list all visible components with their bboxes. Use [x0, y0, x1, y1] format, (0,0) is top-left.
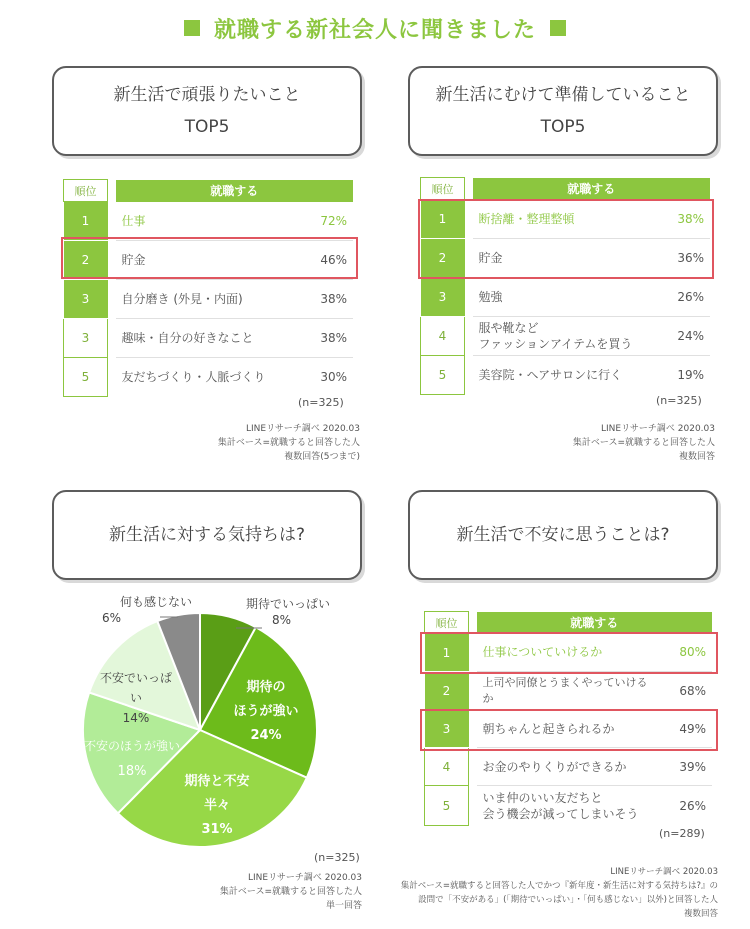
row-item: 断捨離・整理整頓: [473, 200, 651, 239]
q1-title: 新生活で頑張りたいこと: [113, 85, 301, 105]
row-item: 上司や同僚とうまくやっていけるか: [477, 672, 653, 710]
pie-label-anxiety-stronger: [84, 733, 180, 785]
row-item-line: ファッションアイテムを買う: [478, 337, 633, 351]
rank-number: 5: [425, 786, 469, 826]
row-item-line: いま仲のいい友だちと: [482, 790, 603, 805]
q2-group-header: 就職する: [473, 178, 711, 200]
rank-number: 2: [421, 239, 465, 278]
rank-number: 3: [64, 280, 108, 319]
q1-rank-header: 順位: [64, 180, 108, 202]
slice-value: 6%: [102, 611, 122, 625]
row-item: 友だちづくり・人脈づくり: [121, 370, 266, 385]
rank-number: 2: [64, 241, 108, 280]
q1-sample-size: (n=325): [298, 396, 344, 409]
q4-title: 新生活で不安に思うことは?: [456, 525, 670, 545]
row-pct: 46%: [293, 241, 353, 280]
note-line: LINEリサーチ調べ 2020.03: [246, 424, 360, 434]
slice-label: 期待と不安: [184, 774, 250, 789]
row-item: 美容院・ヘアサロンに行く: [478, 368, 623, 383]
note-line: 集計ベース=就職すると回答した人: [217, 438, 360, 448]
row-item: [477, 786, 653, 826]
row-pct: 30%: [320, 370, 347, 385]
row-pct: 36%: [650, 239, 710, 278]
row-pct: 19%: [677, 368, 704, 383]
note-line: 集計ベース=就職すると回答した人: [219, 887, 362, 897]
q4-sample-size: (n=289): [659, 827, 705, 840]
note-line: 複数回答(5つまで): [284, 452, 360, 462]
row-item: 自分磨き (外見・内面): [116, 280, 294, 319]
q4-title-box: [408, 490, 718, 580]
rank-number: 1: [64, 202, 108, 241]
row-item: 仕事についていけるか: [477, 634, 653, 672]
note-line: 複数回答: [678, 452, 715, 462]
row-item-line: 会う機会が減ってしまいそう: [482, 806, 639, 821]
q2-rank-header: 順位: [421, 178, 465, 200]
note-line: 複数回答: [683, 909, 718, 919]
q3-source-note: [150, 871, 362, 913]
q3-title: 新生活に対する気持ちは?: [108, 525, 306, 545]
table-row: [425, 748, 713, 786]
q1-subtitle: TOP5: [184, 117, 230, 137]
q2-subtitle: TOP5: [540, 117, 586, 137]
q2-title: 新生活にむけて準備していること: [435, 85, 691, 105]
row-item: 仕事: [116, 202, 294, 241]
row-pct: 38%: [650, 200, 710, 239]
row-item: お金のやりくりができるか: [477, 748, 653, 786]
q2-sample-size: (n=325): [656, 394, 702, 407]
rank-number: 3: [64, 319, 108, 358]
q4-group-header: 就職する: [477, 612, 713, 634]
pie-label-anxiety-full: [96, 668, 176, 728]
rank-number: 4: [425, 748, 469, 786]
slice-value: 31%: [201, 822, 233, 837]
row-pct: 26%: [650, 278, 710, 317]
row-item: 趣味・自分の好きなこと: [116, 319, 294, 358]
note-line: 設問で「不安がある」(「期待でいっぱい」・「何も感じない」以外)と回答した人: [418, 895, 718, 905]
rank-number: 1: [425, 634, 469, 672]
q4-rank-header: 順位: [425, 612, 469, 634]
note-line: LINEリサーチ調べ 2020.03: [610, 867, 718, 877]
row-item: 朝ちゃんと起きられるか: [477, 710, 653, 748]
pie-label-expect-stronger: [226, 676, 306, 748]
rank-number: 4: [421, 317, 465, 356]
pie-label-nothing: [102, 594, 192, 626]
rank-number: 3: [421, 278, 465, 317]
slice-value: 24%: [250, 728, 282, 743]
row-pct: 80%: [652, 634, 712, 672]
q4-source-note: [380, 865, 718, 921]
row-item: 勉強: [473, 278, 651, 317]
slice-label: 半々: [203, 798, 230, 813]
slice-label: 期待でいっぱい: [246, 597, 331, 611]
note-line: 集計ベース=就職すると回答した人でかつ『新年度・新生活に対する気持ちは?』の: [400, 881, 718, 891]
slice-label: 不安でいっぱい: [99, 671, 172, 705]
q3-sample-size: (n=325): [314, 851, 360, 864]
table-row: [425, 786, 713, 826]
rank-number: 5: [64, 358, 108, 397]
q4-highlight-box-1: [420, 632, 718, 674]
slice-label: 期待の: [246, 680, 286, 695]
slice-value: 18%: [117, 764, 147, 779]
slice-label: ほうが強い: [233, 704, 299, 719]
slice-label: 何も感じない: [120, 595, 193, 609]
rank-number: 3: [425, 710, 469, 748]
row-pct: 38%: [293, 319, 353, 358]
slice-label: 不安のほうが強い: [84, 739, 181, 753]
row-pct: 49%: [652, 710, 712, 748]
rank-number: 1: [421, 200, 465, 239]
q4-highlight-box-2: [420, 709, 718, 751]
rank-number: 2: [425, 672, 469, 710]
row-pct: 24%: [650, 317, 710, 356]
page-title: 就職する新社会人に聞きました: [213, 17, 536, 43]
note-line: LINEリサーチ調べ 2020.03: [248, 873, 362, 883]
pie-label-half: [172, 770, 262, 842]
row-item-line: 服や靴など: [478, 321, 539, 335]
rank-number: 5: [421, 356, 465, 395]
table-row: [425, 672, 713, 710]
row-item: 貯金: [473, 239, 651, 278]
q1-group-header: 就職する: [116, 180, 354, 202]
pie-label-expect-full: [246, 596, 356, 628]
row-pct: 39%: [652, 748, 712, 786]
slice-value: 8%: [272, 613, 292, 627]
note-line: 集計ベース=就職すると回答した人: [572, 438, 715, 448]
row-item: 貯金: [116, 241, 294, 280]
row-pct: 26%: [679, 798, 706, 813]
note-line: LINEリサーチ調べ 2020.03: [601, 424, 715, 434]
row-pct: 68%: [652, 672, 712, 710]
row-pct: 38%: [293, 280, 353, 319]
slice-value: 14%: [122, 711, 150, 725]
row-pct: 72%: [293, 202, 353, 241]
note-line: 単一回答: [325, 901, 362, 911]
